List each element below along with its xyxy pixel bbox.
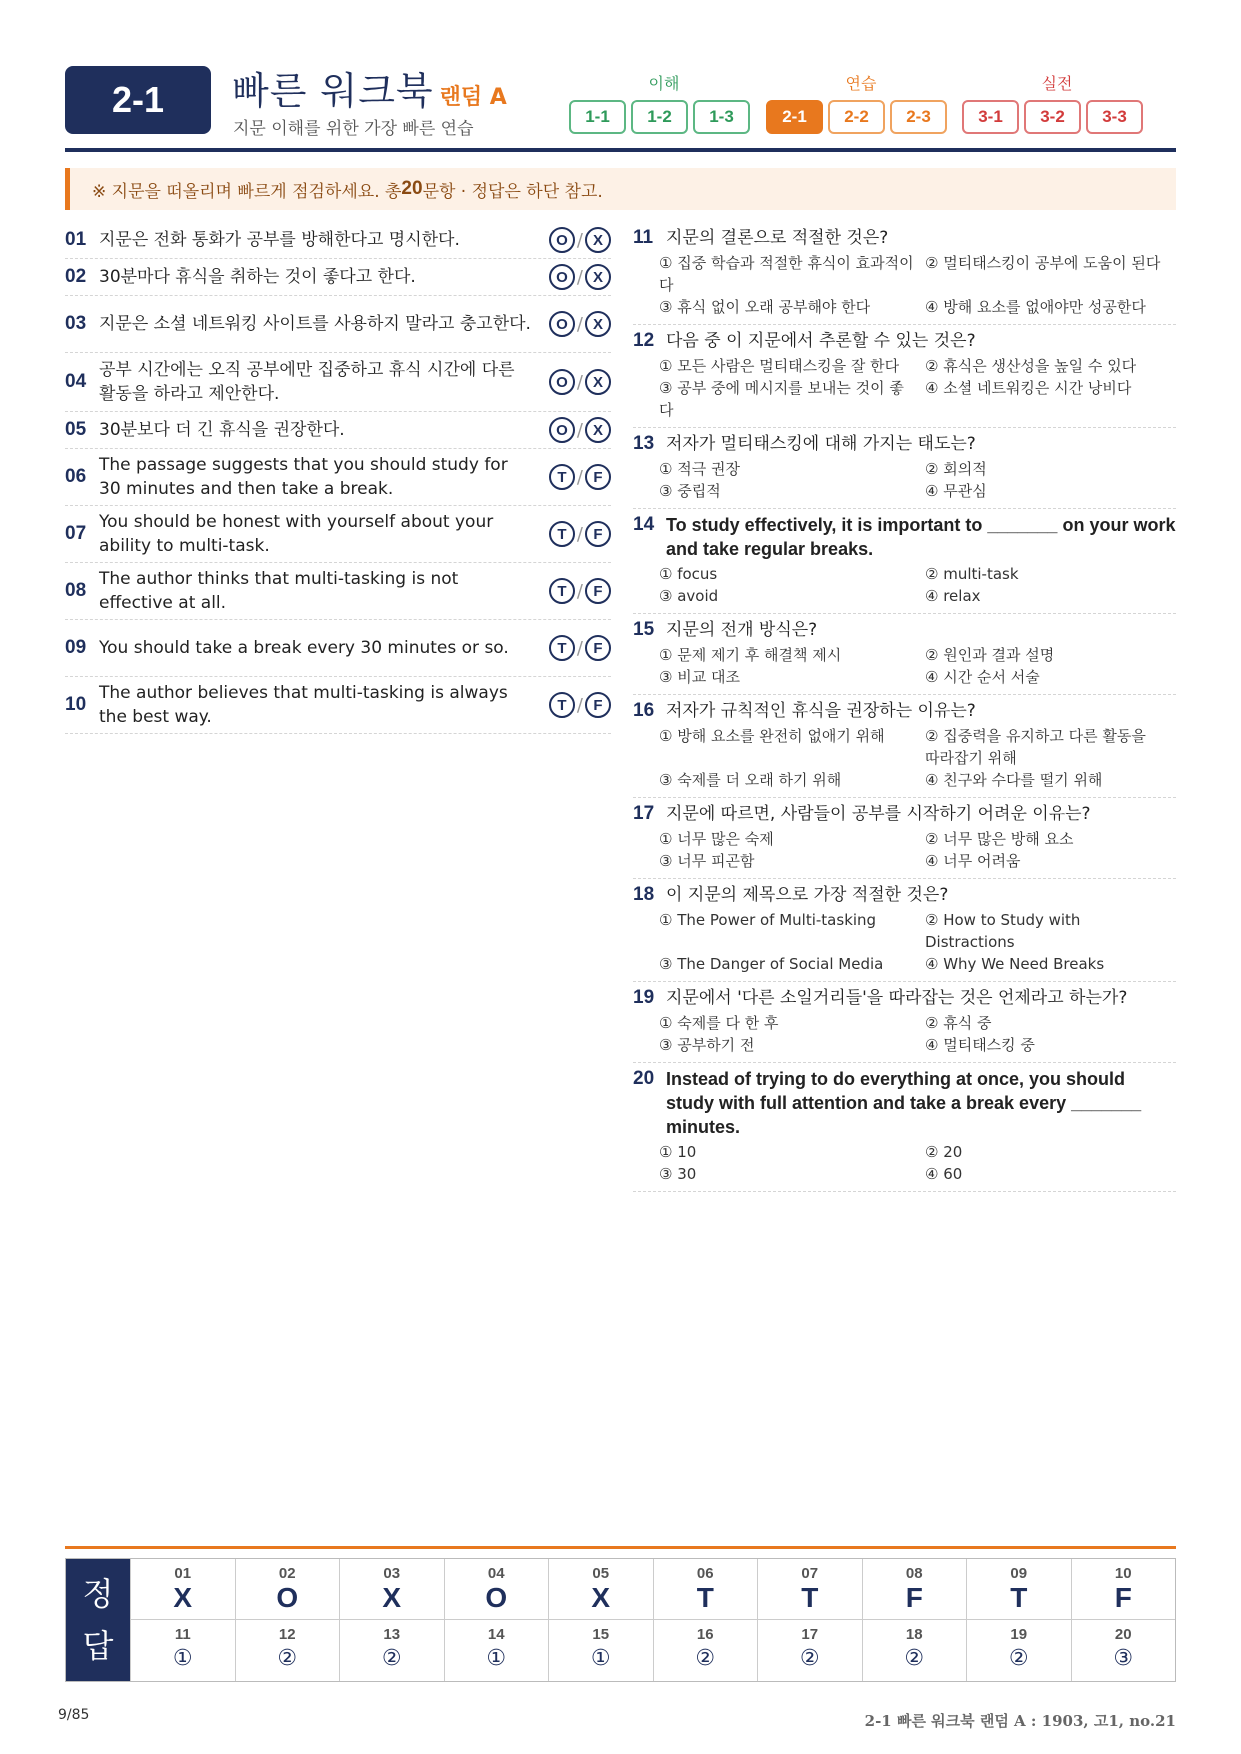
ox-question bbox=[65, 353, 611, 412]
answer-cell bbox=[235, 1559, 340, 1620]
option-list bbox=[659, 644, 1176, 688]
choice-separator: / bbox=[576, 580, 583, 602]
mc-question bbox=[633, 982, 1176, 1063]
mc-question bbox=[633, 428, 1176, 509]
answer-cell bbox=[757, 1620, 862, 1681]
answer-value: T bbox=[801, 1581, 819, 1613]
question-number: 09 bbox=[65, 637, 87, 658]
ox-question bbox=[65, 563, 611, 620]
option-3[interactable]: ③ 비교 대조 bbox=[659, 668, 740, 686]
choice-separator: / bbox=[576, 694, 583, 716]
option-1[interactable]: ① focus bbox=[659, 565, 718, 583]
choice-separator: / bbox=[576, 266, 583, 288]
choice-separator: / bbox=[576, 637, 583, 659]
page-title bbox=[232, 60, 507, 115]
question-number: 08 bbox=[65, 580, 87, 601]
option-2[interactable]: ② How to Study with Distractions bbox=[925, 911, 1081, 951]
step-button-2-1[interactable]: 2-1 bbox=[766, 100, 823, 134]
choice-t[interactable]: T bbox=[549, 635, 575, 661]
ox-question bbox=[65, 259, 611, 296]
question-number: 10 bbox=[65, 694, 87, 715]
answer-choices bbox=[539, 369, 611, 395]
mc-question bbox=[633, 798, 1176, 879]
ox-question bbox=[65, 296, 611, 353]
choice-separator: / bbox=[576, 371, 583, 393]
answer-number: 19 bbox=[1010, 1626, 1028, 1643]
question-stem bbox=[633, 432, 1176, 456]
option-list bbox=[659, 458, 1176, 502]
instruction-notice bbox=[65, 168, 1176, 210]
answer-number: 08 bbox=[905, 1564, 923, 1582]
answer-grid bbox=[130, 1559, 1175, 1681]
option-list bbox=[659, 355, 1176, 421]
answer-value: O bbox=[276, 1581, 299, 1613]
option-2[interactable]: ② 회의적 bbox=[925, 460, 987, 478]
question-text: Instead of trying to do everything at once, you should study with full attention and take a break every _______ minutes. bbox=[666, 1069, 1142, 1137]
question-number: 14 bbox=[633, 514, 655, 535]
answer-cell bbox=[339, 1559, 444, 1620]
option-4[interactable]: ④ 시간 순서 서술 bbox=[925, 668, 1040, 686]
answer-value: X bbox=[382, 1581, 402, 1613]
option-2[interactable]: ② 너무 많은 방해 요소 bbox=[925, 830, 1074, 848]
ox-question-list bbox=[65, 222, 611, 734]
answer-key-label-1: 정 bbox=[82, 1575, 114, 1613]
answer-number: 10 bbox=[1114, 1564, 1132, 1582]
option-4[interactable]: ④ 친구와 수다를 떨기 위해 bbox=[925, 771, 1103, 789]
page-subtitle: 지문 이해를 위한 가장 빠른 연습 bbox=[233, 119, 474, 139]
answer-cell bbox=[235, 1620, 340, 1681]
question-stem bbox=[633, 226, 1176, 250]
question-stem bbox=[633, 1067, 1176, 1139]
option-1[interactable]: ① 문제 제기 후 해결책 제시 bbox=[659, 646, 842, 664]
option-1[interactable]: ① 너무 많은 숙제 bbox=[659, 830, 774, 848]
choice-o[interactable]: O bbox=[549, 264, 575, 290]
ox-question bbox=[65, 677, 611, 734]
option-list bbox=[659, 563, 1176, 607]
answer-value: X bbox=[173, 1581, 193, 1613]
question-number: 05 bbox=[65, 419, 87, 440]
answer-number: 20 bbox=[1114, 1626, 1132, 1643]
step-button-1-2[interactable]: 1-2 bbox=[631, 100, 688, 134]
option-list bbox=[659, 1012, 1176, 1056]
question-number: 17 bbox=[633, 803, 655, 824]
option-list bbox=[659, 828, 1176, 872]
answer-cell bbox=[653, 1559, 758, 1620]
answer-number: 14 bbox=[487, 1626, 505, 1643]
option-1[interactable]: ① 숙제를 다 한 후 bbox=[659, 1014, 779, 1032]
option-4[interactable]: ④ 소셜 네트워킹은 시간 낭비다 bbox=[925, 379, 1132, 397]
answer-value: ② bbox=[799, 1646, 820, 1671]
choice-separator: / bbox=[576, 523, 583, 545]
answer-value: ① bbox=[486, 1646, 507, 1671]
mc-question bbox=[633, 325, 1176, 428]
ox-question bbox=[65, 506, 611, 563]
choice-t[interactable]: T bbox=[549, 464, 575, 490]
title-suffix: 랜덤 A bbox=[439, 85, 507, 110]
ox-question bbox=[65, 449, 611, 506]
choice-separator: / bbox=[576, 229, 583, 251]
answer-cell bbox=[339, 1620, 444, 1681]
question-text: 공부 시간에는 오직 공부에만 집중하고 휴식 시간에 다른 활동을 하라고 제안한다. bbox=[99, 360, 515, 404]
option-1[interactable]: ① 집중 학습과 적절한 휴식이 효과적이다 bbox=[659, 254, 914, 294]
option-list bbox=[659, 909, 1176, 975]
question-text: The passage suggests that you should study for 30 minutes and then take a break. bbox=[99, 455, 508, 499]
answer-cell bbox=[862, 1559, 967, 1620]
question-number: 13 bbox=[633, 433, 655, 454]
answer-cell bbox=[862, 1620, 967, 1681]
option-1[interactable]: ① 10 bbox=[659, 1143, 697, 1161]
option-4[interactable]: ④ relax bbox=[925, 587, 981, 605]
option-2[interactable]: ② 휴식은 생산성을 높일 수 있다 bbox=[925, 357, 1137, 375]
answer-number: 01 bbox=[174, 1564, 192, 1582]
choice-x[interactable]: X bbox=[585, 264, 611, 290]
option-2[interactable]: ② 휴식 중 bbox=[925, 1014, 992, 1032]
question-number: 11 bbox=[633, 227, 654, 248]
mc-question bbox=[633, 509, 1176, 614]
answer-key-label bbox=[66, 1559, 130, 1681]
answer-cell bbox=[444, 1559, 549, 1620]
question-text: 30분보다 더 긴 휴식을 권장한다. bbox=[99, 420, 345, 440]
answer-choices bbox=[539, 521, 611, 547]
answer-value: ② bbox=[381, 1646, 402, 1671]
answer-number: 09 bbox=[1010, 1564, 1028, 1582]
question-text: 지문은 전화 통화가 공부를 방해한다고 명시한다. bbox=[99, 230, 460, 250]
question-stem bbox=[633, 986, 1176, 1010]
choice-separator: / bbox=[576, 466, 583, 488]
answer-cell bbox=[444, 1620, 549, 1681]
choice-separator: / bbox=[576, 313, 583, 335]
question-text: 지문의 결론으로 적절한 것은? bbox=[666, 228, 889, 248]
answer-number: 11 bbox=[174, 1626, 191, 1643]
answer-choices bbox=[539, 264, 611, 290]
answer-cell bbox=[653, 1620, 758, 1681]
mc-question-list bbox=[633, 222, 1176, 1192]
choice-x[interactable]: X bbox=[585, 417, 611, 443]
answer-cell bbox=[130, 1620, 235, 1681]
option-3[interactable]: ③ 숙제를 더 오래 하기 위해 bbox=[659, 771, 842, 789]
title-text: 빠른 워크북 bbox=[232, 69, 434, 113]
option-1[interactable]: ① 적극 권장 bbox=[659, 460, 740, 478]
answer-number: 13 bbox=[383, 1626, 401, 1643]
question-number: 02 bbox=[65, 266, 87, 287]
question-text: 지문은 소셜 네트워킹 사이트를 사용하지 말라고 충고한다. bbox=[99, 314, 531, 334]
option-4[interactable]: ④ 방해 요소를 없애야만 성공한다 bbox=[925, 298, 1146, 316]
option-list bbox=[659, 725, 1176, 791]
option-list bbox=[659, 1141, 1176, 1185]
question-text: To study effectively, it is important to _______ on your work and take regular breaks. bbox=[666, 515, 1176, 559]
mc-question bbox=[633, 222, 1176, 325]
option-2[interactable]: ② multi-task bbox=[925, 565, 1019, 583]
answer-value: O bbox=[485, 1581, 508, 1613]
question-stem bbox=[633, 883, 1176, 907]
answer-value: T bbox=[696, 1581, 714, 1613]
question-number: 07 bbox=[65, 523, 87, 544]
answer-number: 05 bbox=[592, 1564, 610, 1582]
question-stem bbox=[633, 618, 1176, 642]
answer-value: ② bbox=[1008, 1646, 1029, 1671]
choice-x[interactable]: X bbox=[585, 369, 611, 395]
answer-choices bbox=[539, 311, 611, 337]
question-text: The author believes that multi-tasking is always the best way. bbox=[99, 683, 508, 727]
answer-number: 02 bbox=[278, 1564, 296, 1582]
answer-number: 15 bbox=[592, 1626, 610, 1643]
answer-choices bbox=[539, 635, 611, 661]
choice-f[interactable]: F bbox=[585, 692, 611, 718]
answer-number: 17 bbox=[801, 1626, 819, 1643]
choice-t[interactable]: T bbox=[549, 521, 575, 547]
mc-question bbox=[633, 879, 1176, 982]
answer-value: F bbox=[905, 1581, 923, 1613]
choice-o[interactable]: O bbox=[549, 311, 575, 337]
choice-o[interactable]: O bbox=[549, 369, 575, 395]
answer-cell bbox=[1071, 1620, 1176, 1681]
question-text: 저자가 멀티태스킹에 대해 가지는 태도는? bbox=[666, 434, 976, 454]
option-3[interactable]: ③ 공부하기 전 bbox=[659, 1036, 755, 1054]
choice-t[interactable]: T bbox=[549, 578, 575, 604]
question-number: 15 bbox=[633, 619, 655, 640]
answer-cell bbox=[757, 1559, 862, 1620]
page-number: 9/85 bbox=[58, 1707, 90, 1723]
question-stem bbox=[633, 329, 1176, 353]
footer-source: 2-1 빠른 워크북 랜덤 A : 1903, 고1, no.21 bbox=[864, 1712, 1176, 1730]
answer-cell bbox=[548, 1559, 653, 1620]
option-4[interactable]: ④ 너무 어려움 bbox=[925, 852, 1021, 870]
answer-value: ② bbox=[277, 1646, 298, 1671]
step-button-2-3[interactable]: 2-3 bbox=[890, 100, 947, 134]
answer-choices bbox=[539, 417, 611, 443]
choice-f[interactable]: F bbox=[585, 635, 611, 661]
option-1[interactable]: ① 모든 사람은 멀티태스킹을 잘 한다 bbox=[659, 357, 900, 375]
choice-x[interactable]: X bbox=[585, 227, 611, 253]
notice-prefix: ※ 지문을 떠올리며 빠르게 점검하세요. 총 bbox=[92, 181, 402, 202]
step-group-label: 연습 bbox=[845, 74, 877, 93]
mc-question bbox=[633, 614, 1176, 695]
choice-f[interactable]: F bbox=[585, 464, 611, 490]
question-text: 30분마다 휴식을 취하는 것이 좋다고 한다. bbox=[99, 267, 416, 287]
choice-o[interactable]: O bbox=[549, 417, 575, 443]
question-text: 저자가 규칙적인 휴식을 권장하는 이유는? bbox=[666, 701, 976, 721]
mc-question bbox=[633, 695, 1176, 798]
answer-value: ① bbox=[590, 1646, 611, 1671]
question-number: 19 bbox=[633, 987, 655, 1008]
question-stem bbox=[633, 802, 1176, 826]
section-badge: 2-1 bbox=[65, 66, 211, 134]
question-number: 16 bbox=[633, 700, 655, 721]
step-button-1-1[interactable]: 1-1 bbox=[569, 100, 626, 134]
option-2[interactable]: ② 집중력을 유지하고 다른 활동을 따라잡기 위해 bbox=[925, 727, 1146, 767]
option-4[interactable]: ④ 무관심 bbox=[925, 482, 987, 500]
answer-divider bbox=[65, 1546, 1176, 1549]
question-text: 지문에서 '다른 소일거리들'을 따라잡는 것은 언제라고 하는가? bbox=[666, 988, 1128, 1008]
answer-cell bbox=[966, 1559, 1071, 1620]
answer-key-label-2: 답 bbox=[82, 1627, 114, 1665]
notice-suffix: 문항 · 정답은 하단 참고. bbox=[422, 181, 603, 202]
question-number: 18 bbox=[633, 884, 655, 905]
option-3[interactable]: ③ 30 bbox=[659, 1165, 697, 1183]
answer-choices bbox=[539, 464, 611, 490]
choice-t[interactable]: T bbox=[549, 692, 575, 718]
question-stem bbox=[633, 513, 1176, 561]
option-list bbox=[659, 252, 1176, 318]
answer-choices bbox=[539, 227, 611, 253]
answer-number: 04 bbox=[487, 1564, 505, 1582]
ox-question bbox=[65, 620, 611, 677]
ox-question bbox=[65, 222, 611, 259]
option-1[interactable]: ① 방해 요소를 완전히 없애기 위해 bbox=[659, 727, 885, 745]
question-text: You should be honest with yourself about your ability to multi-task. bbox=[99, 512, 494, 556]
option-3[interactable]: ③ 중립적 bbox=[659, 482, 721, 500]
choice-f[interactable]: F bbox=[585, 521, 611, 547]
option-4[interactable]: ④ Why We Need Breaks bbox=[925, 955, 1105, 973]
answer-cell bbox=[548, 1620, 653, 1681]
answer-value: F bbox=[1114, 1581, 1132, 1613]
answer-choices bbox=[539, 578, 611, 604]
option-3[interactable]: ③ 휴식 없이 오래 공부해야 한다 bbox=[659, 298, 871, 316]
option-1[interactable]: ① The Power of Multi-tasking bbox=[659, 911, 877, 929]
answer-key bbox=[65, 1558, 1176, 1682]
option-4[interactable]: ④ 멀티태스킹 중 bbox=[925, 1036, 1035, 1054]
step-button-3-2[interactable]: 3-2 bbox=[1024, 100, 1081, 134]
option-3[interactable]: ③ 공부 중에 메시지를 보내는 것이 좋다 bbox=[659, 379, 904, 419]
option-3[interactable]: ③ The Danger of Social Media bbox=[659, 955, 884, 973]
header-divider bbox=[65, 148, 1176, 152]
step-button-3-1[interactable]: 3-1 bbox=[962, 100, 1019, 134]
question-number: 04 bbox=[65, 371, 87, 392]
answer-choices bbox=[539, 692, 611, 718]
step-group-label: 실전 bbox=[1041, 74, 1073, 93]
question-number: 06 bbox=[65, 466, 87, 487]
option-2[interactable]: ② 멀티태스킹이 공부에 도움이 된다 bbox=[925, 254, 1161, 272]
answer-value: T bbox=[1010, 1581, 1028, 1613]
option-3[interactable]: ③ avoid bbox=[659, 587, 719, 605]
step-group-label: 이해 bbox=[648, 74, 680, 93]
mc-question bbox=[633, 1063, 1176, 1192]
option-2[interactable]: ② 20 bbox=[925, 1143, 963, 1161]
question-text: You should take a break every 30 minutes or so. bbox=[99, 638, 509, 658]
question-text: 지문에 따르면, 사람들이 공부를 시작하기 어려운 이유는? bbox=[666, 804, 1091, 824]
choice-f[interactable]: F bbox=[585, 578, 611, 604]
question-text: The author thinks that multi-tasking is not effective at all. bbox=[99, 569, 459, 613]
choice-separator: / bbox=[576, 419, 583, 441]
answer-value: X bbox=[591, 1581, 611, 1613]
ox-question bbox=[65, 412, 611, 449]
answer-cell bbox=[130, 1559, 235, 1620]
question-number: 01 bbox=[65, 229, 87, 250]
step-button-3-3[interactable]: 3-3 bbox=[1086, 100, 1143, 134]
answer-value: ② bbox=[904, 1646, 925, 1671]
answer-number: 16 bbox=[696, 1626, 714, 1643]
step-button-1-3[interactable]: 1-3 bbox=[693, 100, 750, 134]
answer-number: 18 bbox=[905, 1626, 923, 1643]
notice-count: 20 bbox=[401, 178, 423, 199]
question-stem bbox=[633, 699, 1176, 723]
choice-x[interactable]: X bbox=[585, 311, 611, 337]
answer-number: 12 bbox=[278, 1626, 296, 1643]
answer-value: ③ bbox=[1113, 1646, 1134, 1671]
answer-value: ① bbox=[172, 1646, 193, 1671]
question-number: 12 bbox=[633, 330, 655, 351]
option-4[interactable]: ④ 60 bbox=[925, 1165, 963, 1183]
question-text: 이 지문의 제목으로 가장 적절한 것은? bbox=[666, 885, 949, 905]
step-button-2-2[interactable]: 2-2 bbox=[828, 100, 885, 134]
question-text: 다음 중 이 지문에서 추론할 수 있는 것은? bbox=[666, 331, 976, 351]
answer-number: 03 bbox=[383, 1564, 401, 1582]
answer-cell bbox=[966, 1620, 1071, 1681]
question-number: 20 bbox=[633, 1068, 655, 1089]
option-3[interactable]: ③ 너무 피곤함 bbox=[659, 852, 755, 870]
question-number: 03 bbox=[65, 313, 87, 334]
answer-number: 06 bbox=[696, 1564, 714, 1582]
option-2[interactable]: ② 원인과 결과 설명 bbox=[925, 646, 1055, 664]
choice-o[interactable]: O bbox=[549, 227, 575, 253]
answer-value: ② bbox=[695, 1646, 716, 1671]
answer-cell bbox=[1071, 1559, 1176, 1620]
question-text: 지문의 전개 방식은? bbox=[666, 620, 818, 640]
answer-number: 07 bbox=[801, 1564, 819, 1582]
